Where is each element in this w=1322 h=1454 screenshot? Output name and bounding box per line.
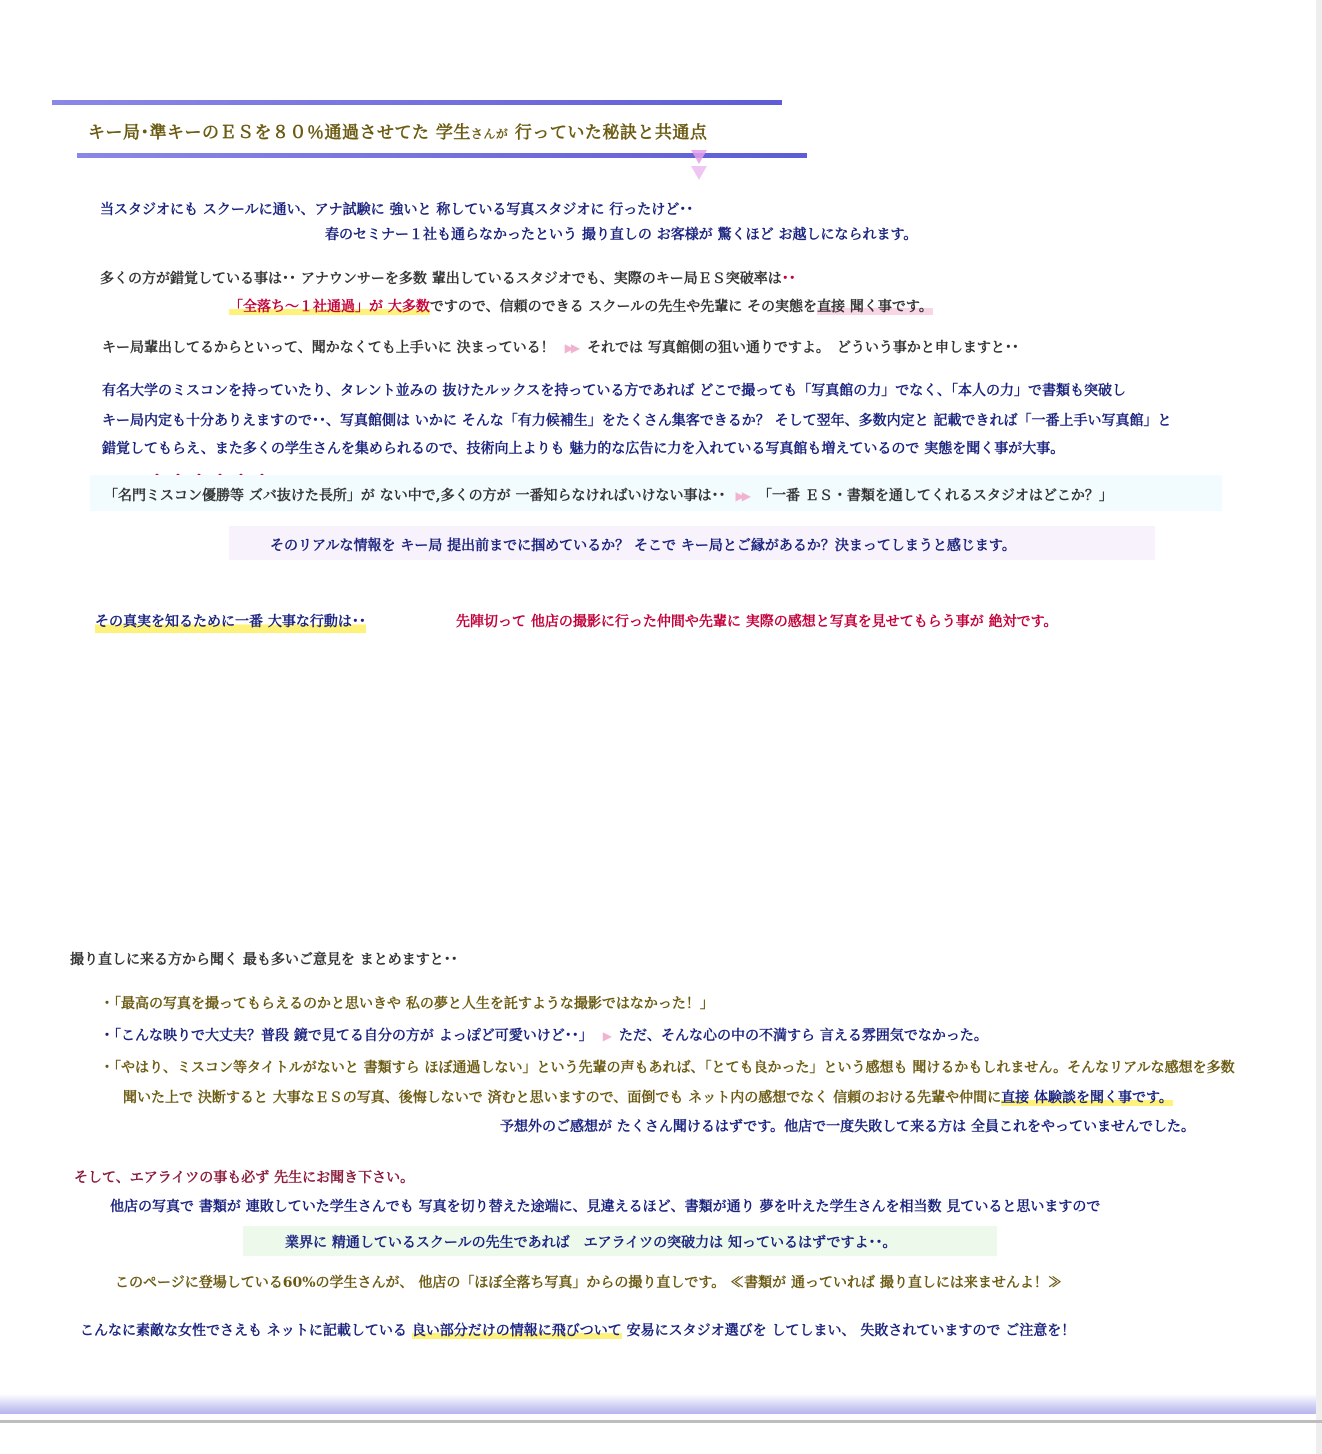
page-right-edge	[1316, 0, 1322, 1454]
double-arrow-icon: ▶▶	[564, 341, 578, 355]
section-title: キー局･準キーのＥＳを８０％通過させてた 学生さんが 行っていた秘訣と共通点	[88, 123, 708, 143]
key-station-line: キー局輩出してるからといって、聞かなくても上手いに 決まっている！ ▶▶ それでは 写真館側の狙い通りですよ。 どういう事かと申しますと･･	[102, 340, 1019, 356]
sixty-percent-note: このページに登場している60%の学生さんが、 他店の「ほぼ全落ち写真」からの撮り直しです。 ≪書類が 通っていれば 撮り直しには来ませんよ！≫	[115, 1275, 1062, 1291]
footer-band	[0, 1394, 1316, 1414]
opinion-item-2: ・「こんな映りで大丈夫？普段 鏡で見てる自分の方が よっぽど可愛いけど･･」 ▶ ただ、そんな心の中の不満すら 言える雰囲気でなかった。	[100, 1028, 988, 1044]
intro-line-2: 春のセミナー１社も通らなかったという 撮り直しの お客様が 驚くほど お越しになられます。	[325, 227, 918, 243]
others-note: 他店の写真で 書類が 連敗していた学生さんでも 写真を切り替えた途端に、見違えるほど、書類が通り 夢を叶えた学生さんを相当数 見ていると思いますので	[110, 1199, 1101, 1215]
intro-line-1: 当スタジオにも スクールに通い、アナ試験に 強いと 称している写真スタジオに 行ったけど･･	[100, 202, 694, 218]
school-teacher-text: 業界に 精通しているスクールの先生であれば エアライツの突破力は 知っているはずですよ･･。	[285, 1235, 897, 1251]
opinion-item-1: ・「最高の写真を撮ってもらえるのかと思いきや 私の夢と人生を託すような撮影ではなかった！」	[100, 996, 714, 1012]
final-warning: こんなに素敵な女性でさえも ネットに記載している 良い部分だけの情報に飛びついて 安易にスタジオ選びを してしまい、 失敗されていますので ご注意を！	[80, 1323, 1076, 1339]
double-arrow-icon: ▶▶	[735, 489, 748, 503]
opinion-item-3-line-2: 聞いた上で 決断すると 大事なＥＳの写真、後悔しないで 済むと思いますので、面倒でも ネット内の感想でなく 信頼のおける先輩や仲間に直接 体験談を聞く事です。	[123, 1090, 1173, 1106]
arrow-icon: ▶	[602, 1029, 609, 1043]
airights-note: そして、エアライツの事も必ず 先生にお聞き下さい。	[74, 1170, 415, 1186]
footer-rule	[0, 1420, 1322, 1423]
action-label: その真実を知るために一番 大事な行動は･･	[95, 611, 366, 633]
misconception-line-1: 多くの方が錯覚している事は･･ アナウンサーを多数 輩出しているスタジオでも、実際のキー局ＥＳ突破率は･･	[100, 271, 796, 287]
explain-line-3: 錯覚してもらえ、また多くの学生さんを集められるので、技術向上よりも 魅力的な広告に力を入れている写真館も増えているので 実態を聞く事が大事。	[102, 441, 1065, 457]
down-arrow-icon	[691, 150, 707, 164]
explain-line-2: キー局内定も十分ありえますので･･、写真館側は いかに そんな「有力候補生」をたくさん集客できるか？ そして翌年、多数内定と 記載できれば「一番上手い写真館」と	[102, 413, 1172, 429]
opinions-heading: 撮り直しに来る方から聞く 最も多いご意見を まとめますと･･	[70, 952, 458, 968]
down-arrow-icon	[691, 166, 707, 180]
header-top-rule	[52, 100, 782, 105]
action-answer: 先陣切って 他店の撮影に行った仲間や先輩に 実際の感想と写真を見せてもらう事が 絶対です。	[456, 614, 1058, 630]
key-question-text: 「名門ミスコン優勝等 ズバ抜けた長所」が ない中で,多くの方が 一番知らなければいけない事は･･ ▶▶ 「一番 ＥＳ・書類を通してくれるスタジオはどこか？」	[104, 488, 1113, 504]
explain-line-1: 有名大学のミスコンを持っていたり、タレント並みの 抜けたルックスを持っている方であれば どこで撮っても「写真館の力」でなく、「本人の力」で書類も突破し	[102, 383, 1126, 399]
realtime-info-text: そのリアルな情報を キー局 提出前までに掴めているか？ そこで キー局とご縁があるか？決まってしまうと感じます。	[270, 538, 1016, 554]
misconception-line-2: 「全落ち～１社通過」が 大多数ですので、信頼のできる スクールの先生や先輩に その実態を直接 聞く事です。	[229, 299, 933, 315]
opinion-item-3-line-3: 予想外のご感想が たくさん聞けるはずです。他店で一度失敗して来る方は 全員これをやっていませんでした。	[500, 1119, 1196, 1135]
opinion-item-3-line-1: ・「やはり、ミスコン等タイトルがないと 書類すら ほぼ通過しない」という先輩の声もあれば、「とても良かった」という感想も 聞けるかもしれません。そんなリアルな感想を多数	[100, 1060, 1235, 1076]
